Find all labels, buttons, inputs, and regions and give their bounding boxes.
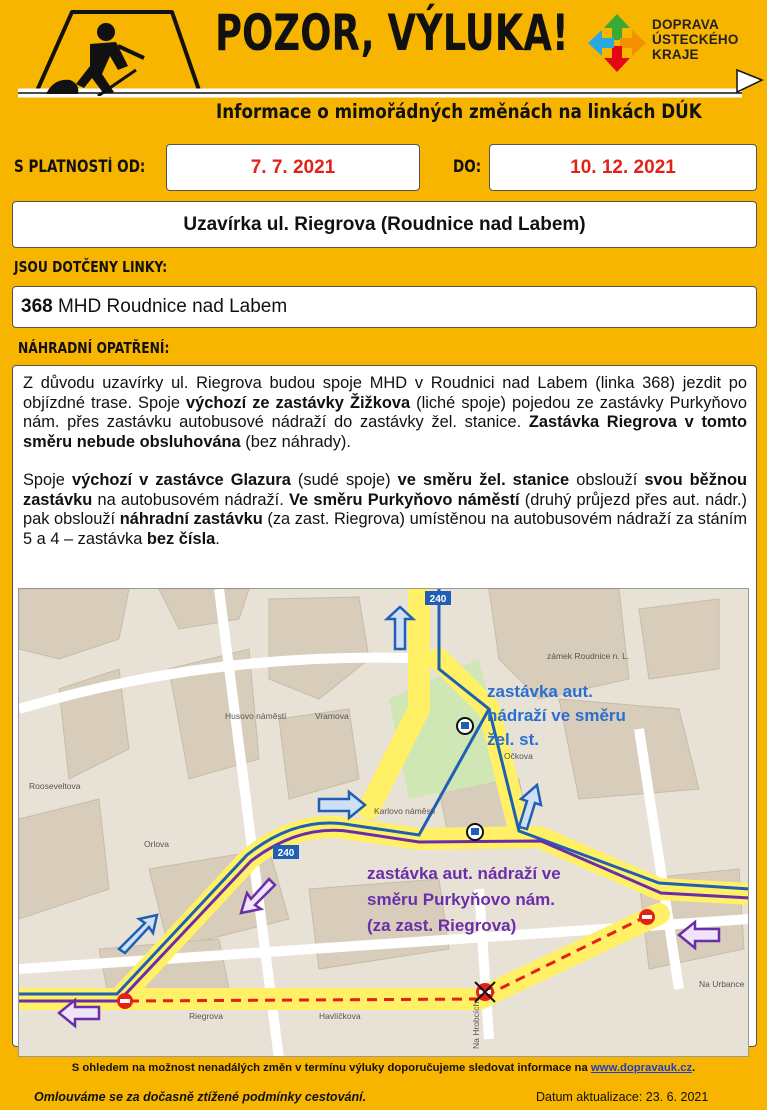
detour-map-svg bbox=[19, 589, 749, 1057]
svg-text:240: 240 bbox=[277, 848, 295, 859]
valid-to-label: DO: bbox=[453, 157, 482, 176]
lines-label: JSOU DOTČENY LINKY: bbox=[14, 258, 168, 276]
svg-text:žel. st.: žel. st. bbox=[487, 730, 539, 749]
svg-text:Očkova: Očkova bbox=[504, 751, 533, 761]
line-number: 368 bbox=[21, 296, 53, 317]
p2-segment: (druhý průjezd přes aut. nádr.) pak obslouží bbox=[23, 490, 747, 528]
svg-text:Karlovo náměstí: Karlovo náměstí bbox=[374, 806, 436, 816]
p1-segment: (liché spoje) pojedou ze zastávky Purkyňovo nám. přes zastávku autobusové nádraží do zastávky žel. stanice. bbox=[23, 393, 748, 431]
p1-segment: Zastávka Riegrova v tomto směru nebude obsluhována bbox=[23, 413, 747, 451]
brand-line-1: DOPRAVA bbox=[652, 17, 719, 32]
p2-segment: ve směru žel. stanice bbox=[397, 471, 570, 489]
header bbox=[0, 0, 767, 135]
svg-text:Riegrova: Riegrova bbox=[189, 1011, 224, 1021]
p2-segment: bez čísla bbox=[146, 529, 216, 548]
svg-text:Havlíčkova: Havlíčkova bbox=[319, 1011, 361, 1021]
notice-end: . bbox=[692, 1062, 696, 1074]
no-entry-icon bbox=[117, 993, 133, 1009]
no-entry-icon bbox=[475, 982, 495, 1002]
p2-segment: Ve směru Purkyňovo náměstí bbox=[288, 490, 520, 509]
svg-text:zastávka aut.: zastávka aut. bbox=[487, 682, 593, 701]
p2-segment: . bbox=[215, 529, 220, 548]
svg-text:(za zast. Riegrova): (za zast. Riegrova) bbox=[367, 916, 517, 935]
p1-segment: Z důvodu uzavírky ul. Riegrova budou spoje MHD v Roudnici nad Labem (linka 368) jezdit po objízdné trase. Spoje bbox=[23, 374, 747, 412]
p2-segment: (za zast. Riegrova) umístěnou na autobusovém nádraží za stáním 5 a 4 – zastávka bbox=[23, 510, 747, 548]
detour-map bbox=[18, 588, 749, 1057]
p2-segment: výchozí v zastávce Glazura bbox=[71, 471, 291, 489]
svg-text:Orlova: Orlova bbox=[144, 839, 170, 849]
p2-segment: svou běžnou zastávku bbox=[23, 471, 747, 509]
valid-from-label: S PLATNOSTÍ OD: bbox=[14, 157, 146, 176]
measures-paragraph-1 bbox=[23, 374, 747, 452]
svg-text:Na Urbance: Na Urbance bbox=[699, 979, 745, 989]
svg-text:zámek Roudnice n. L.: zámek Roudnice n. L. bbox=[547, 651, 630, 661]
p1-segment: (bez náhrady). bbox=[240, 432, 351, 451]
measures-paragraph-2 bbox=[23, 471, 747, 549]
road-shield-icon bbox=[273, 845, 299, 859]
svg-text:směru Purkyňovo nám.: směru Purkyňovo nám. bbox=[367, 890, 556, 909]
route-title: Uzavírka ul. Riegrova (Roudnice nad Labem) bbox=[12, 201, 757, 248]
svg-text:Vramova: Vramova bbox=[315, 711, 349, 721]
line-name: MHD Roudnice nad Labem bbox=[52, 296, 288, 317]
p2-segment: Spoje bbox=[23, 471, 72, 489]
notice-text: S ohledem na možnost nenadálých změn v termínu výluky doporučujeme sledovat informace na bbox=[71, 1062, 591, 1074]
valid-from-date: 7. 7. 2021 bbox=[166, 144, 420, 191]
footer-notice bbox=[0, 1062, 767, 1074]
svg-text:Husovo náměstí: Husovo náměstí bbox=[225, 711, 287, 721]
svg-text:zastávka aut. nádraží ve: zastávka aut. nádraží ve bbox=[367, 864, 561, 883]
duk-arrows-logo bbox=[586, 12, 648, 74]
lines-box bbox=[12, 286, 757, 328]
svg-text:Rooseveltova: Rooseveltova bbox=[29, 781, 81, 791]
p2-segment: náhradní zastávku bbox=[119, 510, 263, 528]
valid-to-date: 10. 12. 2021 bbox=[489, 144, 757, 191]
svg-text:Na Hrobcích: Na Hrobcích bbox=[471, 1001, 481, 1049]
brand-line-2: ÚSTECKÉHO bbox=[652, 32, 739, 47]
svg-text:240: 240 bbox=[429, 594, 447, 605]
no-entry-icon bbox=[639, 909, 655, 925]
bus-stop-icon bbox=[467, 824, 483, 840]
apology-text: Omlouváme se za dočasně ztížené podmínky cestování. bbox=[34, 1090, 367, 1104]
worker-digging-icon bbox=[40, 18, 170, 96]
p2-segment: (sudé spoje) bbox=[290, 471, 398, 489]
p2-segment: na autobusovém nádraží. bbox=[92, 490, 289, 509]
road-shield-icon bbox=[425, 591, 451, 605]
svg-text:nádraží ve směru: nádraží ve směru bbox=[487, 706, 626, 725]
website-link[interactable]: www.dopravauk.cz bbox=[590, 1062, 693, 1074]
update-date: Datum aktualizace: 23. 6. 2021 bbox=[536, 1090, 709, 1104]
p2-segment: obslouží bbox=[569, 471, 645, 489]
brand-line-3: KRAJE bbox=[652, 47, 699, 62]
bus-stop-icon bbox=[457, 718, 473, 734]
measures-label: NÁHRADNÍ OPATŘENÍ: bbox=[18, 339, 170, 357]
page-subtitle: Informace o mimořádných změnách na linkách DÚK bbox=[216, 100, 702, 123]
p1-segment: výchozí ze zastávky Žižkova bbox=[186, 393, 411, 412]
page-title: POZOR, VÝLUKA! bbox=[215, 4, 569, 62]
